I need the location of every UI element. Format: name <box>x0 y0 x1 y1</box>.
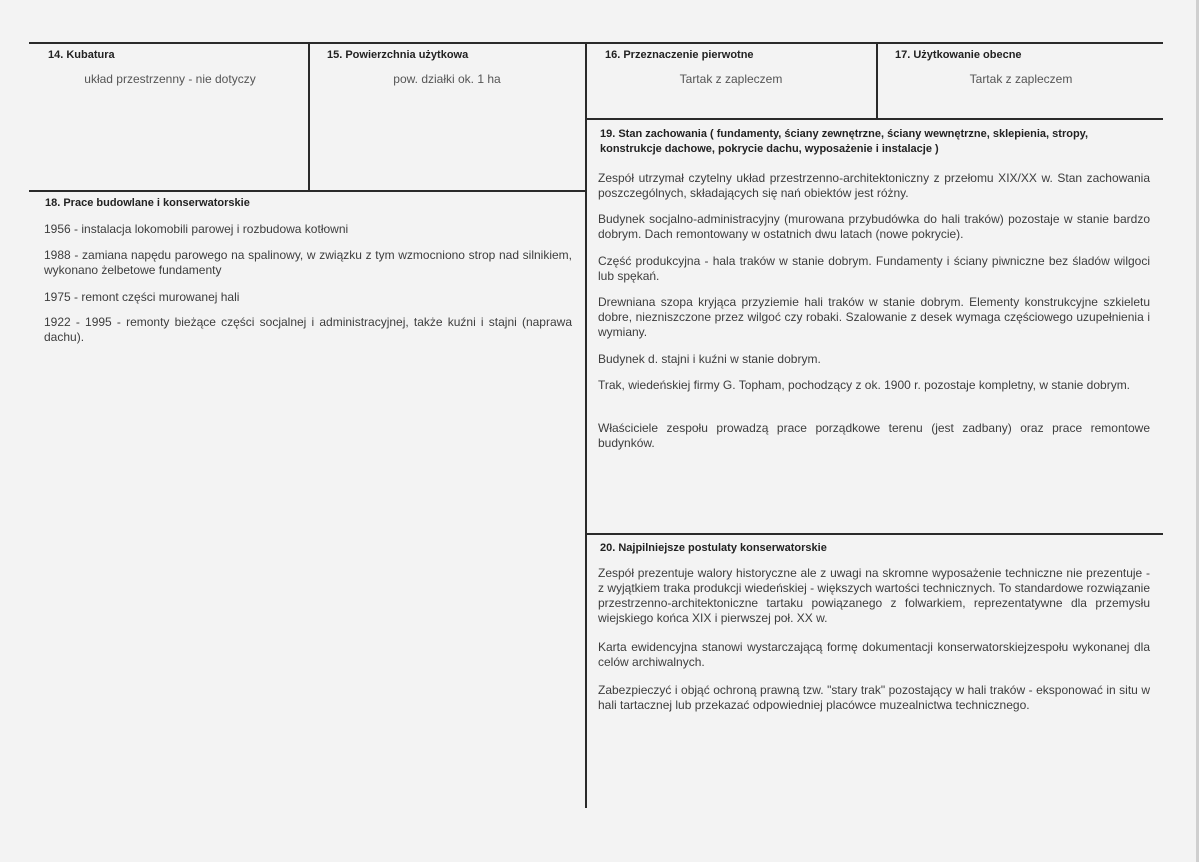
box19-paragraph: Część produkcyjna - hala traków w stanie dobrym. Fundamenty i ściany piwniczne bez śladów wilgoci lub spękań. <box>598 254 1150 283</box>
box16-title: 16. Przeznaczenie pierwotne <box>605 49 754 61</box>
box17-title: 17. Użytkowanie obecne <box>895 49 1022 61</box>
box14-title: 14. Kubatura <box>48 49 115 61</box>
box18-paragraph: 1922 - 1995 - remonty bieżące części socjalnej i administracyjnej, także kuźni i stajni (naprawa dachu). <box>44 315 572 344</box>
box19-paragraph: Budynek d. stajni i kuźni w stanie dobrym. <box>598 352 821 366</box>
top-border-line <box>29 42 1163 44</box>
line-above-18 <box>29 190 586 192</box>
box19-paragraph: Trak, wiedeńskiej firmy G. Topham, pochodzący z ok. 1900 r. pozostaje kompletny, w stanie dobrym. <box>598 378 1131 392</box>
box20-paragraph: Zabezpieczyć i objąć ochroną prawną tzw. "stary trak" pozostający w hali traków - eksponować in situ w hali tartacznej lub przekazać odpowiedniej placówce muzealnictwa technicznego. <box>598 683 1150 712</box>
divider-14-15 <box>308 42 310 192</box>
box17-value: Tartak z zapleczem <box>969 72 1073 86</box>
box20-paragraph: Zespół prezentuje walory historyczne ale z uwagi na skromne wyposażenie techniczne nie prezentuje - z wyjątkiem traka produkcji wiedeńskiej - większych wartości technicznych. To standardowe rozwiązanie przestrzenno-architektoniczne tartaku powiązanego z folwarkiem, reprezentatywne dla przemysłu wiejskiego końca XIX i pierwszej poł. XX w. <box>598 566 1151 625</box>
divider-left-right <box>585 42 587 808</box>
box19-paragraph: Budynek socjalno-administracyjny (murowana przybudówka do hali traków) pozostaje w stanie bardzo dobrym. Dach remontowany w ostatnich dwu latach (nowe pokrycie). <box>598 212 1150 241</box>
box18-paragraph: 1956 - instalacja lokomobili parowej i rozbudowa kotłowni <box>44 222 349 236</box>
box15-value: pow. działki ok. 1 ha <box>393 72 501 86</box>
box19-paragraph: Zespół utrzymał czytelny układ przestrzenno-architektoniczny z przełomu XIX/XX w. Stan zachowania poszczególnych, składających się nań obiektów jest różny. <box>598 171 1150 200</box>
box19-title: 19. Stan zachowania ( fundamenty, ściany zewnętrzne, ściany wewnętrzne, sklepienia, stropy, konstrukcje dachowe, pokrycie dachu, wyposażenie i instalacje ) <box>600 128 1089 155</box>
box16-value: Tartak z zapleczem <box>679 72 783 86</box>
line-above-20 <box>586 533 1163 535</box>
box18-paragraph: 1988 - zamiana napędu parowego na spalinowy, w związku z tym wzmocniono strop nad silnikiem, wykonano żelbetowe fundamenty <box>44 248 572 277</box>
box19-paragraph: Właściciele zespołu prowadzą prace porządkowe terenu (jest zadbany) oraz prace remontowe budynków. <box>598 421 1150 450</box>
box19-paragraph: Drewniana szopa kryjąca przyziemie hali traków w stanie dobrym. Elementy konstrukcyjne szkieletu dobre, niezniszczone przez wilgoć czy robaki. Szalowanie z desek wymaga częściowego uzupełnienia i wymiany. <box>598 295 1150 339</box>
line-above-19 <box>586 118 1163 120</box>
box20-title: 20. Najpilniejsze postulaty konserwatorskie <box>600 542 827 554</box>
box18-title: 18. Prace budowlane i konserwatorskie <box>45 197 250 209</box>
divider-16-17 <box>876 42 878 119</box>
box14-value: układ przestrzenny - nie dotyczy <box>84 72 256 86</box>
box20-paragraph: Karta ewidencyjna stanowi wystarczającą formę dokumentacji konserwatorskiejzespołu wykonanej dla celów archiwalnych. <box>598 640 1150 669</box>
box18-paragraph: 1975 - remont części murowanej hali <box>44 290 240 304</box>
box15-title: 15. Powierzchnia użytkowa <box>327 49 469 61</box>
